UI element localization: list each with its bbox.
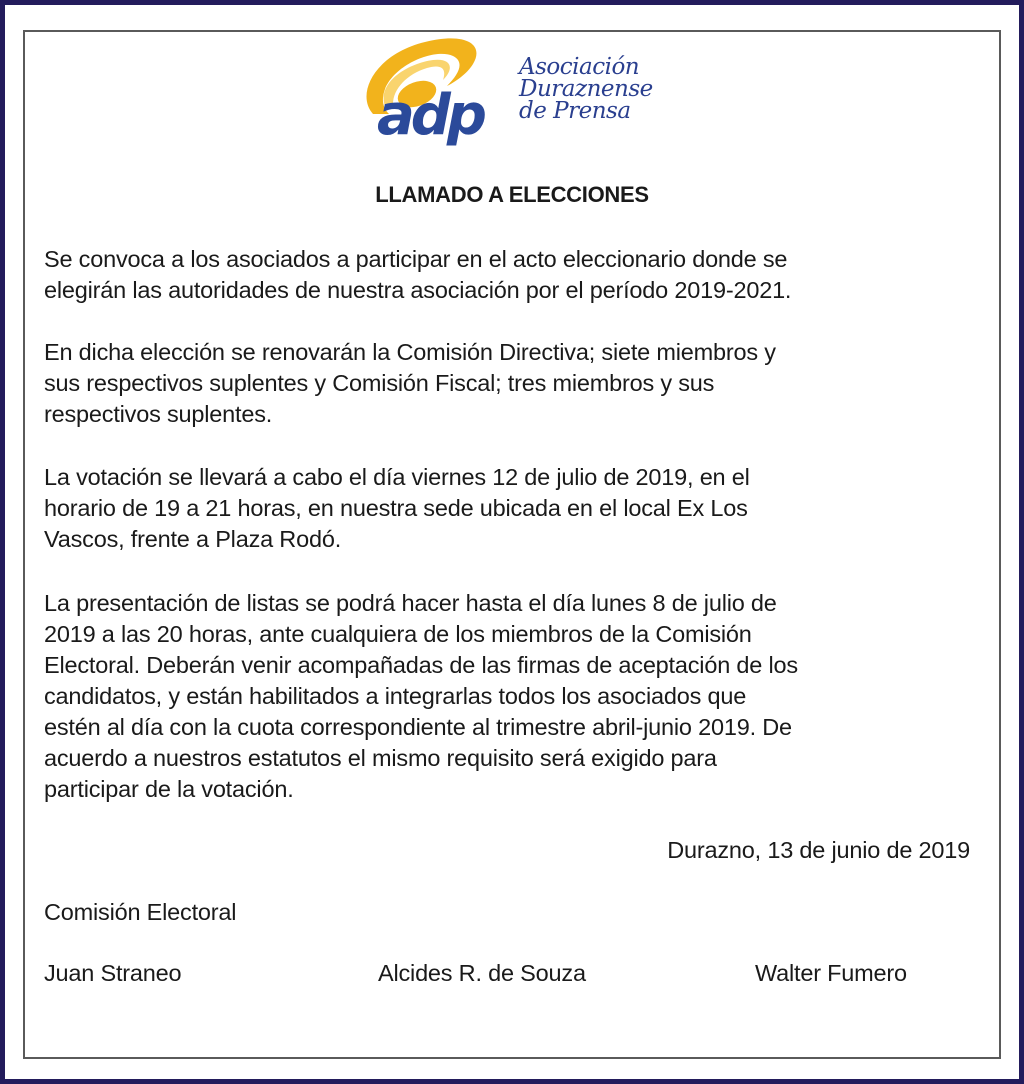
signer-name: Juan Straneo — [44, 960, 182, 986]
paragraph-line: La votación se llevará a cabo el día viernes 12 de julio de 2019, en el — [44, 464, 750, 490]
logo-name-line-1: Asociación — [519, 54, 640, 80]
paragraph-line: respectivos suplentes. — [44, 401, 273, 427]
svg-text:adp: adp — [377, 83, 483, 148]
paragraph-lists — [44, 588, 984, 805]
paragraph-line: 2019 a las 20 horas, ante cualquiera de los miembros de la Comisión — [44, 621, 752, 647]
paragraph-line: estén al día con la cuota correspondiente al trimestre abril-junio 2019. De — [44, 714, 792, 740]
paragraph-line: acuerdo a nuestros estatutos el mismo requisito será exigido para — [44, 745, 717, 771]
paragraph-line: elegirán las autoridades de nuestra asociación por el período 2019-2021. — [44, 277, 792, 303]
logo-name — [519, 56, 653, 122]
paragraph-line: horario de 19 a 21 horas, en nuestra sede ubicada en el local Ex Los — [44, 495, 748, 521]
document-title: LLAMADO A ELECCIONES — [375, 182, 649, 207]
signer-name: Alcides R. de Souza — [378, 960, 586, 986]
paragraph-voting — [44, 462, 984, 555]
paragraph-line: candidatos, y están habilitados a integrarlas todos los asociados que — [44, 683, 747, 709]
signer-name: Walter Fumero — [755, 960, 907, 986]
paragraph-line: En dicha elección se renovarán la Comisión Directiva; siete miembros y — [44, 339, 776, 365]
adp-swoosh-icon — [355, 34, 525, 149]
paragraph-renewal — [44, 337, 984, 430]
paragraph-line: La presentación de listas se podrá hacer hasta el día lunes 8 de julio de — [44, 590, 777, 616]
paragraph-line: participar de la votación. — [44, 776, 294, 802]
adp-logo — [355, 34, 675, 149]
paragraph-line: Electoral. Deberán venir acompañadas de las firmas de aceptación de los — [44, 652, 798, 678]
paragraph-line: sus respectivos suplentes y Comisión Fiscal; tres miembros y sus — [44, 370, 715, 396]
place-date: Durazno, 13 de junio de 2019 — [667, 837, 970, 863]
paragraph-convocation — [44, 244, 984, 306]
paragraph-line: Vascos, frente a Plaza Rodó. — [44, 526, 342, 552]
signature-body: Comisión Electoral — [44, 899, 237, 925]
logo-name-line-2: Duraznense — [519, 76, 653, 102]
logo-name-line-3: de Prensa — [519, 98, 631, 124]
paragraph-line: Se convoca a los asociados a participar en el acto eleccionario donde se — [44, 246, 788, 272]
